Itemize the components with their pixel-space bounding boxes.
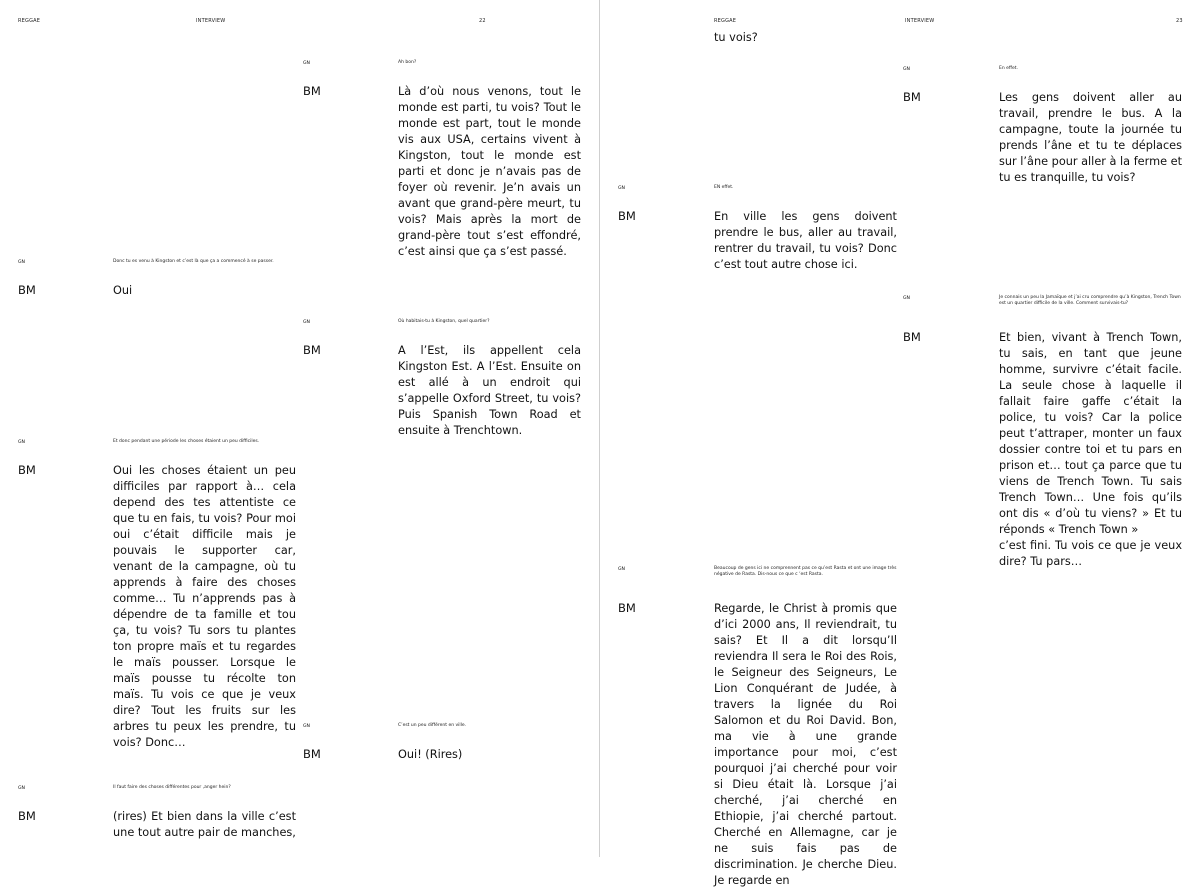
- speaker-label: BM: [18, 463, 36, 477]
- answer-text: (rires) Et bien dans la ville c’est une tout autre pair de manches,: [113, 810, 296, 839]
- question-text: Où habitais-tu à Kingston, quel quartier?: [398, 319, 490, 324]
- category-label: INTERVIEW: [905, 18, 935, 24]
- question-text: Je connais un peu la Jamaïque et j’ai cru comprendre qu’à Kingston, Trench Town est un quartier difficile de la ville. Comment survivais-tu?: [999, 295, 1181, 306]
- speaker-label: GN: [18, 260, 25, 265]
- speaker-label: BM: [618, 209, 636, 223]
- question-text: Et donc pendant une période les choses étaient un peu difficiles.: [113, 439, 260, 444]
- speaker-label: BM: [18, 283, 36, 297]
- answer-text: Oui! (Rires): [398, 748, 463, 761]
- speaker-label: GN: [903, 67, 910, 72]
- left-page: [0, 0, 599, 857]
- page-number: 23: [1176, 18, 1183, 24]
- answer-text: A l’Est, ils appellent cela Kingston Est. A l’Est. Ensuite on est allé à un endroit qui s’appelle Oxford Street, tu vois? Puis Spanish Town Road et ensuite à Trenchtown.: [398, 344, 581, 437]
- speaker-label: GN: [618, 567, 625, 572]
- question-text: Ah bon?: [398, 60, 417, 65]
- answer-text: En ville les gens doivent prendre le bus, aller au travail, rentrer du travail, tu vois? Donc c’est tout autre chose ici.: [714, 210, 897, 271]
- answer-text: Regarde, le Christ à promis que d’ici 2000 ans, Il reviendrait, tu sais? Et Il a dit lorsqu’Il reviendra Il sera le Roi des Rois, le Seigneur des Seigneurs, Le Lion Conquérant de Judée, à travers la lignée du Roi Salomon et du Roi David. Bon, ma vie à une grande importance pour moi, c’est pourquoi j’ai cherché pour voir si Dieu était là. Lorsque j’ai cherché, j’ai cherché en Ethiopie, j’ai cherché partout. Cherché en Allemagne, car je ne suis fais pas de discrimination. Je cherche Dieu. Je regarde en: [714, 602, 897, 887]
- speaker-label: BM: [303, 343, 321, 357]
- speaker-label: BM: [303, 84, 321, 98]
- speaker-label: GN: [303, 724, 310, 729]
- question-text: En effet.: [999, 66, 1018, 71]
- speaker-label: GN: [18, 440, 25, 445]
- speaker-label: GN: [303, 61, 310, 66]
- speaker-label: GN: [618, 186, 625, 191]
- speaker-label: BM: [618, 601, 636, 615]
- category-label: INTERVIEW: [196, 18, 226, 24]
- question-text: Il faut faire des choses différentes pour ,anger hein?: [113, 785, 231, 790]
- speaker-label: BM: [903, 90, 921, 104]
- continuation-text: tu vois?: [714, 31, 758, 44]
- speaker-label: GN: [303, 320, 310, 325]
- question-text: Donc tu es venu à Kingston et c’est là que ça a commencé à se passer.: [113, 259, 274, 264]
- answer-text: Oui: [113, 284, 133, 297]
- speaker-label: GN: [18, 786, 25, 791]
- answer-text: Là d’où nous venons, tout le monde est parti, tu vois? Tout le monde est part, tout le monde vis aux USA, certains vivent à Kingston, tout le monde est parti et donc je n’avais pas de foyer où revenir. Je’n avais un avant que grand-père meurt, tu vois? Mais après la mort de grand-père tout s’est effondré, c’est ainsi que ça s’est passé.: [398, 85, 581, 258]
- speaker-label: GN: [903, 296, 910, 301]
- speaker-label: BM: [18, 809, 36, 823]
- question-text: Beaucoup de gens ici ne comprennent pas ce qu’est Rasta et ont une image très négative de Rasta. Dis-nous ce que c ‘est Rasta.: [714, 566, 897, 577]
- question-text: C’est un peu différent en ville.: [398, 723, 467, 728]
- section-label: REGGAE: [714, 18, 737, 24]
- section-label: REGGAE: [18, 18, 41, 24]
- answer-text: Les gens doivent aller au travail, prendre le bus. A la campagne, toute la journée tu prends l’âne et tu te déplaces sur l’âne pour aller à la ferme et tu es tranquille, tu vois?: [999, 91, 1182, 184]
- right-page: [600, 0, 1199, 887]
- answer-text: Et bien, vivant à Trench Town, tu sais, en tant que jeune homme, survivre c’était facile. La seule chose à laquelle il fallait faire gaffe c’était la police, tu vois? Car la police peut t’attraper, monter un faux dossier contre toi et tu pars en prison et… tout ça parce que tu viens de Trench Town. Tu sais Trench Town… Une fois qu’ils ont dis « d’où tu viens? » Et tu réponds « Trench Town » c’est fini. Tu vois ce que je veux dire? Tu pars…: [999, 331, 1182, 568]
- page-number: 22: [479, 18, 486, 24]
- question-text: EN effet.: [714, 185, 734, 190]
- speaker-label: BM: [303, 747, 321, 761]
- speaker-label: BM: [903, 330, 921, 344]
- answer-text: Oui les choses étaient un peu difficiles par rapport à… cela depend des tes attentiste ce que tu en fais, tu vois? Pour moi oui c’était difficile mais je pouvais le supporter car, venant de la campagne, où tu apprends à faire des choses comme… Tu n’apprends pas à dépendre de ta famille et tou ça, tu vois? Tu sors tu plantes ton propre maïs et tu regardes le maïs pousser. Lorsque le maïs pousse tu récolte ton maïs. Tu vois ce que je veux dire? Tout les fruits sur les arbres tu peux les prendre, tu vois? Donc…: [113, 464, 296, 749]
